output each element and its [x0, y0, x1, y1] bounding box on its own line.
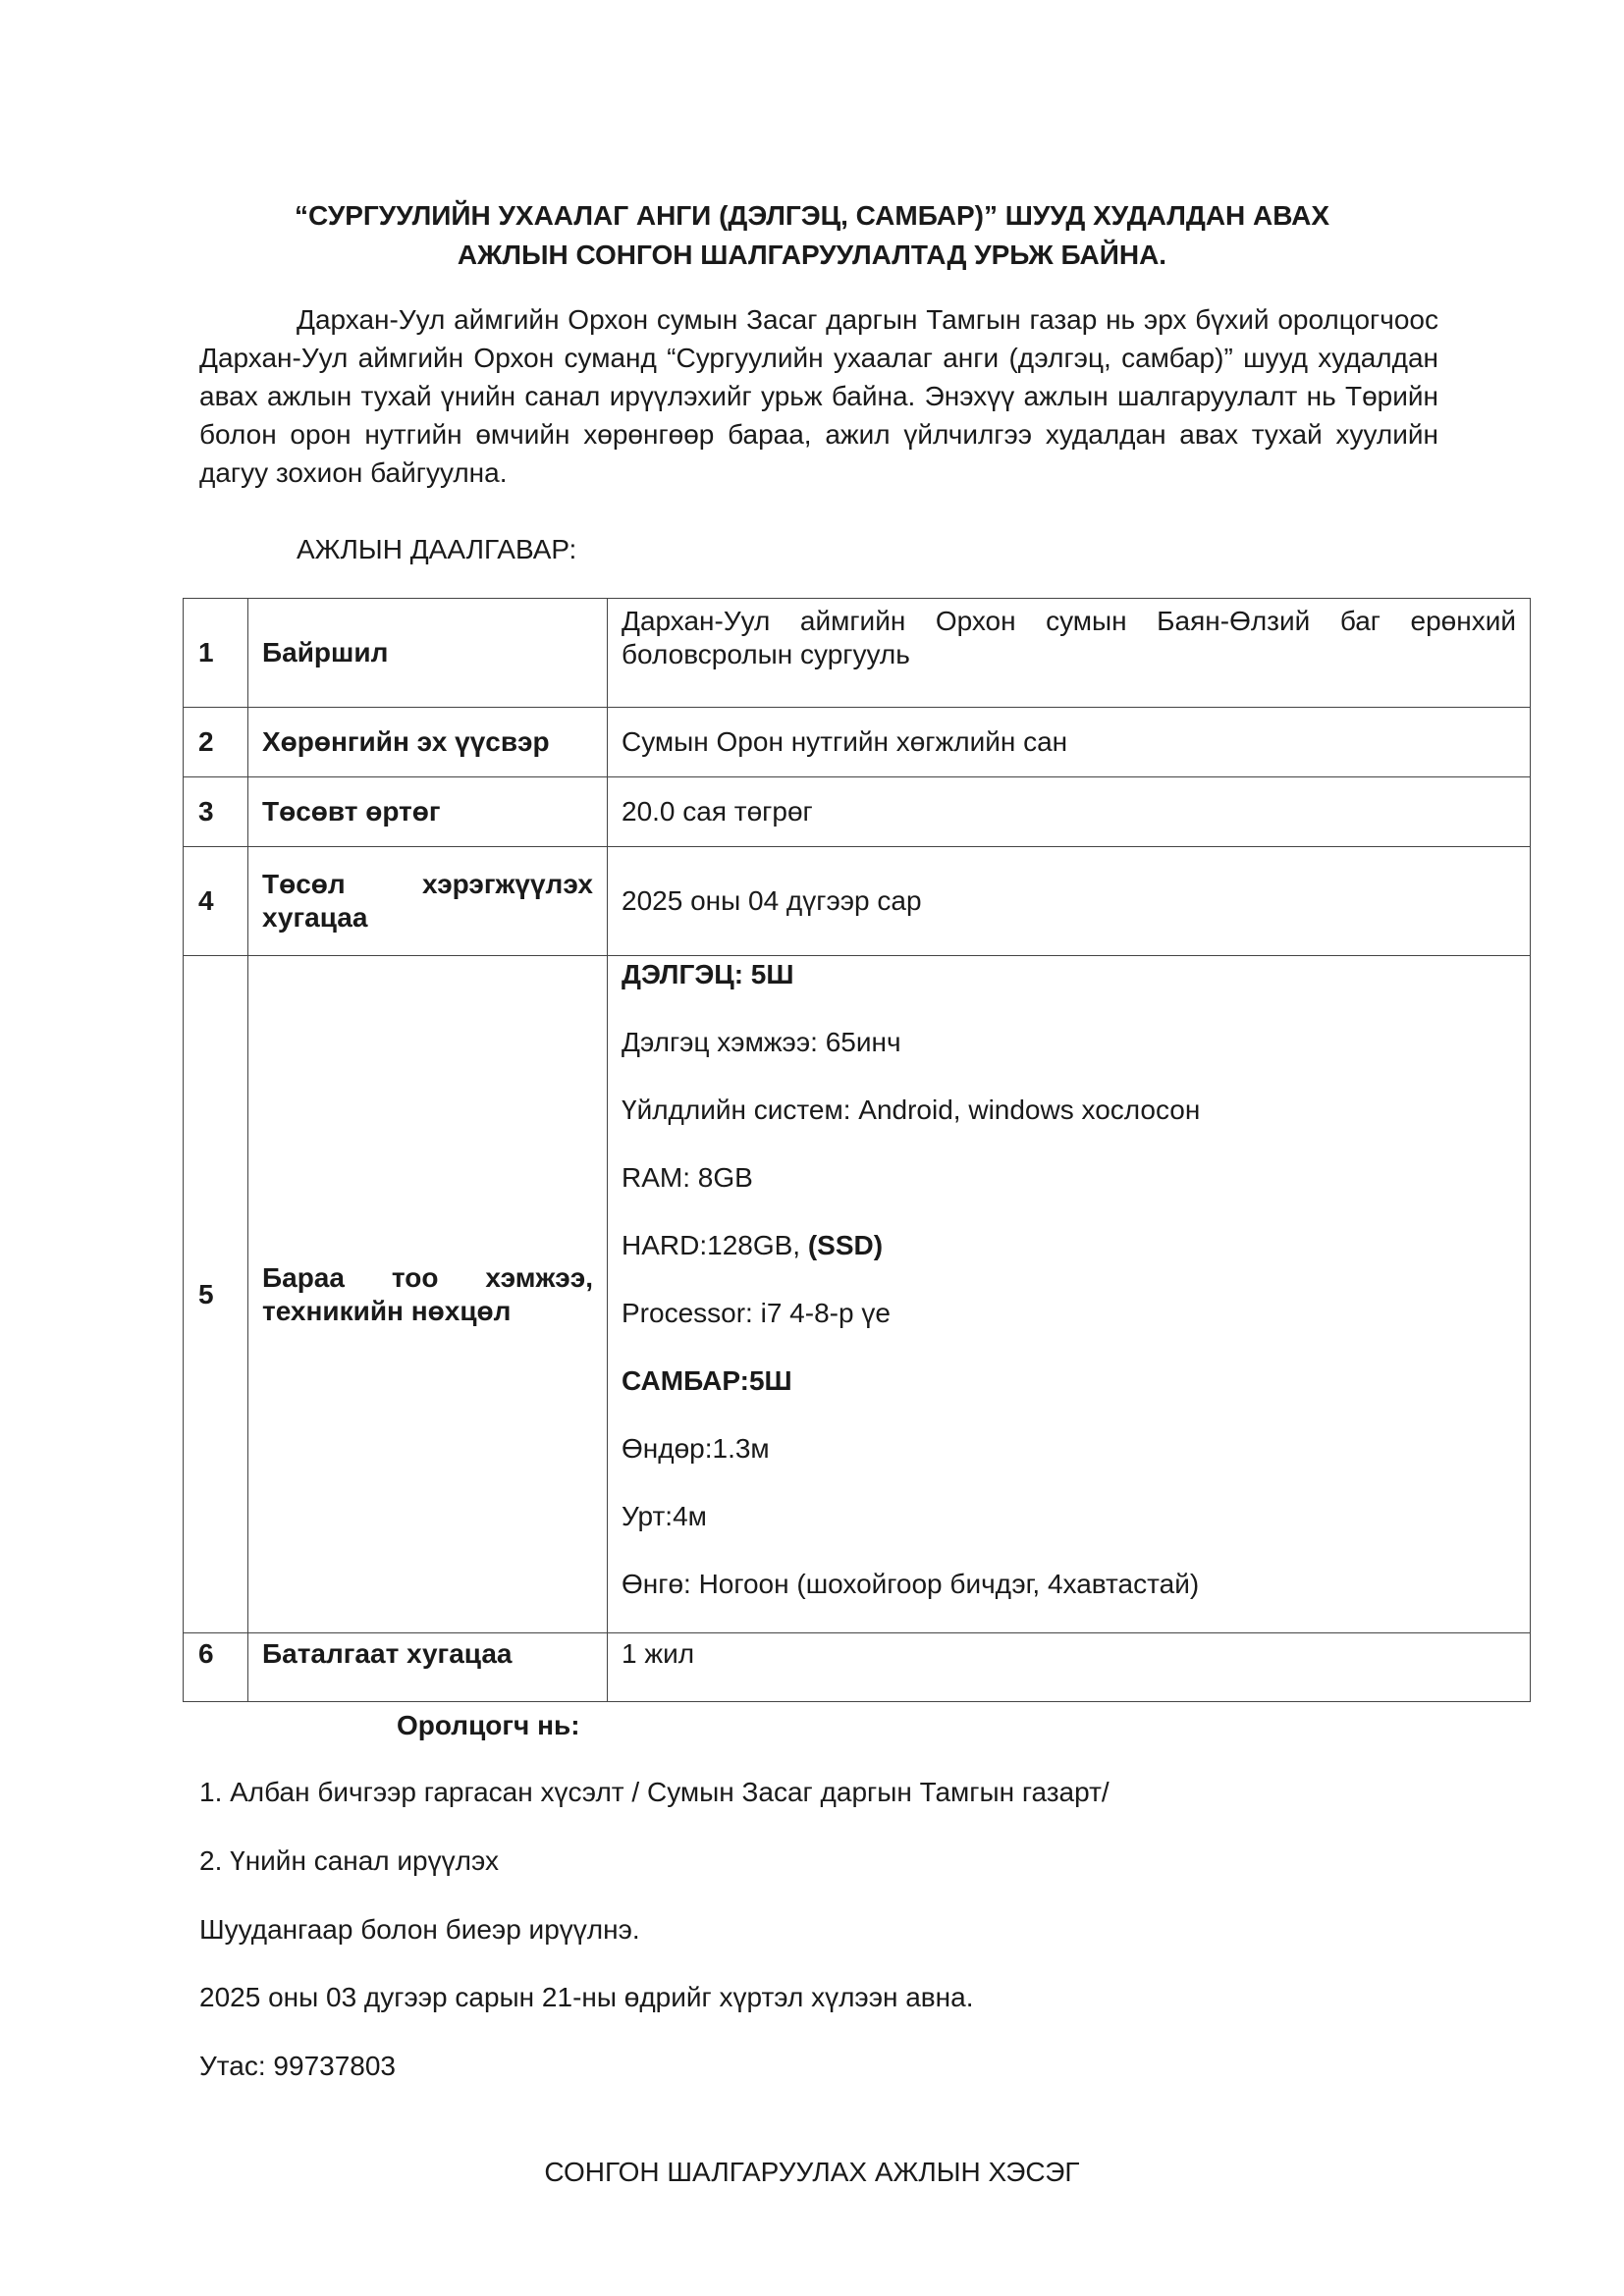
row-value: Сумын Орон нутгийн хөгжлийн сан [608, 708, 1531, 777]
spec-ram: RAM: 8GB [622, 1162, 753, 1193]
row-label: Төсөвт өртөг [248, 777, 608, 847]
spec-length: Урт:4м [622, 1501, 707, 1531]
table-row-specs [184, 956, 1531, 1633]
table-row-funding [184, 708, 1531, 777]
table-row-warranty [184, 1633, 1531, 1702]
row-label-line2: хугацаа [262, 902, 368, 933]
row-number: 6 [184, 1633, 248, 1702]
document-title-line1: “СУРГУУЛИЙН УХААЛАГ АНГИ (ДЭЛГЭЦ, САМБАР)” ШУУД ХУДАЛДАН АВАХ [294, 200, 1330, 231]
row-label: Баталгаат хугацаа [248, 1633, 608, 1702]
row-label: Байршил [248, 599, 608, 708]
footer-signature: СОНГОН ШАЛГАРУУЛАХ АЖЛЫН ХЭСЭГ [544, 2157, 1080, 2187]
intro-paragraph: Дархан-Уул аймгийн Орхон сумын Засаг даргын Тамгын газар нь эрх бүхий оролцогчоос Дархан-Уул аймгийн Орхон суманд “Сургуулийн ухаалаг анги (дэлгэц, самбар)” шууд худалдан авах ажлын тухай үнийн санал ирүүлэхийг урьж байна. Энэхүү ажлын шалгаруулалт нь Төрийн болон орон нутгийн өмчийн хөрөнгөөр бараа, ажил үйлчилгээ худалдан авах тухай хуулийн дагуу зохион байгуулна. [199, 304, 1438, 488]
spec-hard [622, 1231, 1516, 1299]
row-label [248, 847, 608, 956]
spec-height: Өндөр:1.3м [622, 1433, 770, 1464]
delivery-note: Шуудангаар болон биеэр ирүүлнэ. [199, 1914, 640, 1945]
spec-processor: Processor: i7 4-8-р үе [622, 1298, 891, 1328]
table-row-duration [184, 847, 1531, 956]
row-label-line1: Төсөл хэрэгжүүлэх [262, 869, 593, 899]
screen-heading: ДЭЛГЭЦ: 5Ш [622, 959, 794, 989]
table-row-location [184, 599, 1531, 708]
spec-list [608, 956, 1531, 1633]
row-number: 2 [184, 708, 248, 777]
spec-screen-size: Дэлгэц хэмжээ: 65инч [622, 1027, 901, 1057]
document-title-line2: АЖЛЫН СОНГОН ШАЛГАРУУЛАЛТАД УРЬЖ БАЙНА. [457, 240, 1167, 270]
row-label [248, 956, 608, 1633]
phone-number: Утас: 99737803 [199, 2051, 397, 2081]
row-number: 5 [184, 956, 248, 1633]
row-number: 3 [184, 777, 248, 847]
row-value: 1 жил [608, 1633, 1531, 1702]
row-label: Хөрөнгийн эх үүсвэр [248, 708, 608, 777]
row-value: 20.0 сая төгрөг [608, 777, 1531, 847]
spec-hard-ssd: (SSD) [807, 1230, 884, 1260]
requirement-item-2: 2. Үнийн санал ирүүлэх [199, 1845, 499, 1876]
requirement-item-1: 1. Албан бичгээр гаргасан хүсэлт / Сумын Засаг даргын Тамгын газарт/ [199, 1777, 1110, 1807]
row-label-line2: техникийн нөхцөл [262, 1295, 512, 1326]
spec-color: Өнгө: Ногоон (шохойгоор бичдэг, 4хавтастай) [622, 1569, 1200, 1599]
task-heading: АЖЛЫН ДААЛГАВАР: [297, 534, 577, 564]
table-row-budget [184, 777, 1531, 847]
participant-heading: Оролцогч нь: [397, 1710, 580, 1740]
row-label-line1: Бараа тоо хэмжээ, [262, 1261, 593, 1293]
deadline-note: 2025 оны 03 дугээр сарын 21-ны өдрийг хүртэл хүлээн авна. [199, 1982, 974, 2012]
row-value: 2025 оны 04 дүгээр сар [608, 847, 1531, 956]
spec-os: Үйлдлийн систем: Android, windows хослосон [622, 1095, 1201, 1125]
row-number: 1 [184, 599, 248, 708]
task-table [183, 598, 1531, 1702]
board-heading: САМБАР:5Ш [622, 1365, 792, 1396]
row-value: Дархан-Уул аймгийн Орхон сумын Баян-Өлзий баг ерөнхий боловсролын сургууль [608, 599, 1531, 708]
row-number: 4 [184, 847, 248, 956]
spec-hard-text: HARD:128GB, [622, 1230, 808, 1260]
